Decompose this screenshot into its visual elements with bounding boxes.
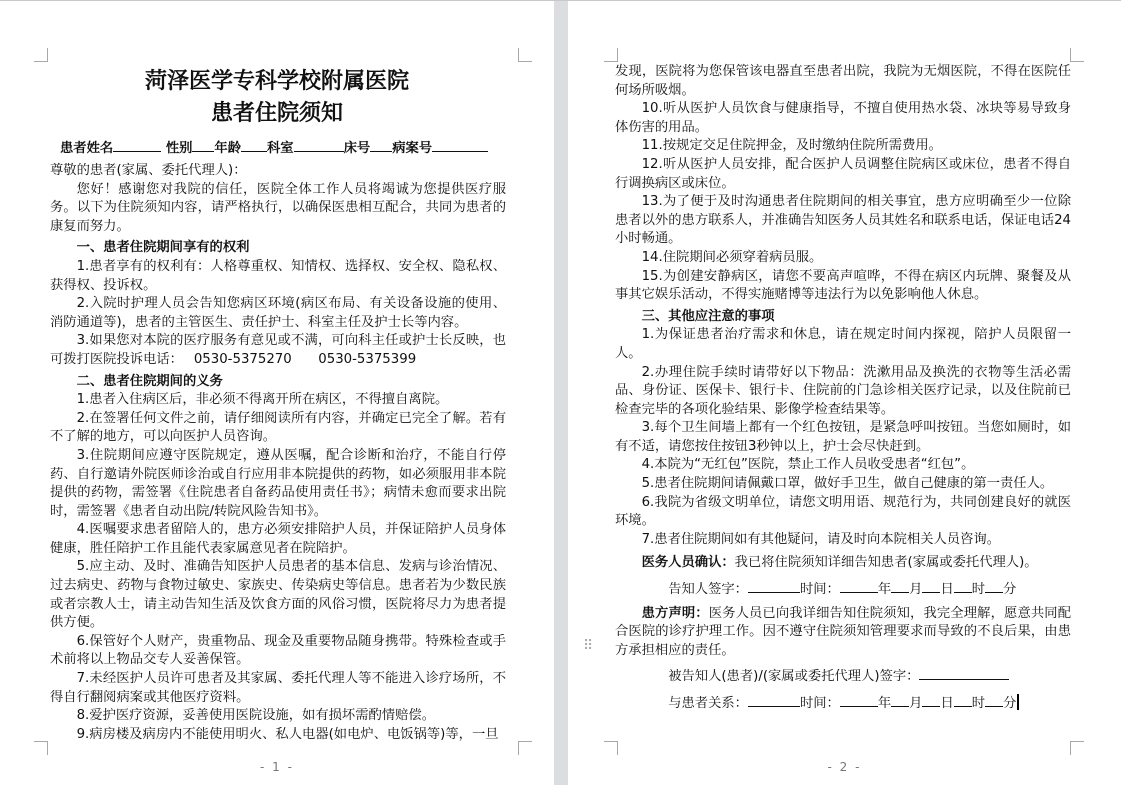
crop-mark bbox=[604, 48, 618, 62]
field-label-dept: 科室 bbox=[267, 141, 294, 156]
page-1[interactable] bbox=[0, 1, 554, 785]
gender-blank[interactable] bbox=[192, 137, 214, 152]
list-item: 6.我院为省级文明单位，请您文明用语、规范行为，共同创建良好的就医环境。 bbox=[615, 494, 1071, 529]
hour-label: 时 bbox=[971, 696, 986, 711]
crop-mark bbox=[604, 741, 618, 755]
section-3-items bbox=[615, 326, 1071, 549]
list-item: 14.住院期间必须穿着病员服。 bbox=[641, 249, 823, 265]
record-blank[interactable] bbox=[432, 137, 488, 152]
relation-blank[interactable] bbox=[748, 692, 800, 707]
section-2-items-continued bbox=[615, 100, 1071, 305]
text-cursor bbox=[1017, 694, 1019, 710]
crop-mark bbox=[518, 48, 532, 62]
list-item: 3.如果您对本院的医疗服务有意见或不满，可向科主任或护士长反映，也可拨打医院投诉电话： 0530-5375270 0530-5375399 bbox=[50, 333, 506, 367]
list-item: 2.办理住院手续时请带好以下物品：洗漱用品及换洗的衣物等生活必需品、身份证、医保卡、银行卡、住院前的门急诊相关医疗记录，以及住院前已检查完毕的各项化验结果、影像学检查结果等。 bbox=[615, 364, 1071, 417]
item-9-continuation: 发现，医院将为您保管该电器直至患者出院，我院为无烟医院，不得在医院任何场所吸烟。 bbox=[615, 64, 1071, 98]
month-blank[interactable] bbox=[891, 692, 909, 707]
section-2-items bbox=[50, 391, 506, 744]
page-2[interactable] bbox=[568, 1, 1121, 785]
informed-signature-row bbox=[615, 665, 1071, 687]
dept-blank[interactable] bbox=[294, 137, 344, 152]
list-item: 7.患者住院期间如有其他疑问，请及时向本院相关人员咨询。 bbox=[641, 531, 1000, 547]
list-item: 2.入院时护理人员会告知您病区环境(病区布局、有关设备设施的使用、消防通道等)，患者的主管医生、责任护士、科室主任及护士长等内容。 bbox=[50, 296, 506, 330]
informer-sign-blank[interactable] bbox=[748, 578, 800, 593]
month-label: 月 bbox=[909, 696, 923, 711]
patient-statement-text: 医务人员已向我详细告知住院须知，我完全理解，愿意共同配合医院的诊疗护理工作。因不遵守住院须知管理要求而导致的不良后果，由患方承担相应的责任。 bbox=[615, 605, 1072, 658]
list-item: 11.按规定交足住院押金，及时缴纳住院所需费用。 bbox=[641, 138, 942, 154]
list-item: 8.爱护医疗资源，妥善使用医院设施，如有损坏需酌情赔偿。 bbox=[76, 708, 435, 724]
field-label-gender: 性别 bbox=[165, 141, 193, 156]
list-item: 6.保管好个人财产，贵重物品、现金及重要物品随身携带。特殊检查或手术前将以上物品交专人妥善保管。 bbox=[50, 633, 506, 668]
informed-sign-label: 被告知人(患者)/(家属或委托代理人)签字： bbox=[668, 669, 920, 685]
list-item: 1.为保证患者治疗需求和休息，请在规定时间内探视，陪护人员限留一人。 bbox=[615, 327, 1071, 361]
drag-handle-icon[interactable]: ⠿ bbox=[583, 638, 594, 654]
name-blank[interactable] bbox=[113, 137, 161, 152]
list-item: 1.患者享有的权利有：人格尊重权、知情权、选择权、安全权、隐私权、获得权、投诉权。 bbox=[50, 258, 506, 293]
staff-confirm-label: 医务人员确认： bbox=[641, 555, 735, 571]
staff-confirm-text: 我已将住院须知详细告知患者(家属或委托代理人)。 bbox=[734, 555, 1038, 571]
field-label-bed: 床号 bbox=[343, 141, 371, 156]
page-1-body[interactable] bbox=[50, 162, 506, 744]
list-item: 2.在签署任何文件之前，请仔细阅读所有内容，并确定已完全了解。若有不了解的地方，可以向医护人员咨询。 bbox=[50, 410, 506, 445]
list-item: 5.应主动、及时、准确告知医护人员患者的基本信息、发病与诊治情况、过去病史、药物与食物过敏史、家族史、传染病史等信息。患者若为少数民族或者宗教人士，请主动告知生活及饮食方面的风俗习惯，医院将尽力为患者提供方便。 bbox=[50, 559, 506, 631]
staff-confirmation bbox=[615, 554, 1071, 573]
month-label: 月 bbox=[909, 582, 923, 598]
patient-info-fields bbox=[60, 137, 488, 158]
day-blank[interactable] bbox=[922, 578, 940, 593]
informer-signature-row bbox=[615, 578, 1071, 600]
list-item: 9.病房楼及病房内不能使用明火、私人电器(如电炉、电饭锅等)等，一旦 bbox=[76, 726, 499, 742]
page-number: - 2 - bbox=[827, 760, 862, 774]
bed-blank[interactable] bbox=[370, 137, 392, 152]
document-title: 患者住院须知 bbox=[210, 100, 343, 126]
day-label: 日 bbox=[940, 696, 954, 711]
list-item: 15.为创建安静病区，请您不要高声喧哗，不得在病区内玩牌、聚餐及从事其它娱乐活动，不得实施赌博等违法行为以免影响他人休息。 bbox=[615, 268, 1071, 303]
field-label-name: 患者姓名 bbox=[60, 141, 114, 156]
section-1-heading: 一、患者住院期间享有的权利 bbox=[76, 240, 250, 256]
minute-label: 分 bbox=[1003, 696, 1017, 711]
minute-blank[interactable] bbox=[985, 692, 1003, 707]
minute-label: 分 bbox=[1003, 582, 1017, 598]
list-item: 3.住院期间应遵守医院规定，遵从医嘱，配合诊断和治疗，不能自行停药、自行邀请外院医师诊治或自行应用非本院提供的药物，如必须服用非本院提供的药物，需签署《住院患者自备药品使用责任书》；病情未愈而要求出院时，需签署《患者自动出院/转院风险告知书》。 bbox=[50, 447, 506, 519]
crop-mark bbox=[1070, 741, 1084, 755]
field-label-record: 病案号 bbox=[392, 141, 433, 156]
list-item: 13.为了便于及时沟通患者住院期间的相关事宜，患方应明确至少一位除患者以外的患方联系人，并准确告知医务人员其姓名和联系电话，保证电话24小时畅通。 bbox=[615, 194, 1071, 247]
year-blank[interactable] bbox=[840, 692, 878, 707]
list-item: 10.听从医护人员饮食与健康指导，不擅自使用热水袋、冰块等易导致身体伤害的用品。 bbox=[615, 101, 1071, 135]
year-label: 年 bbox=[877, 582, 892, 598]
section-2-heading: 二、患者住院期间的义务 bbox=[76, 373, 223, 389]
year-label: 年 bbox=[877, 696, 892, 711]
age-blank[interactable] bbox=[241, 137, 267, 152]
day-label: 日 bbox=[940, 582, 954, 598]
list-item: 3.每个卫生间墙上都有一个红色按钮，是紧急呼叫按钮。当您如厕时，如有不适，请您按住按钮3秒钟以上，护士会尽快赶到。 bbox=[615, 420, 1071, 454]
time-label: 时间： bbox=[799, 696, 840, 711]
list-item: 12.听从医护人员安排，配合医护人员调整住院病区或床位，患者不得自行调换病区或床位。 bbox=[615, 156, 1071, 191]
relation-row bbox=[615, 692, 1071, 714]
day-blank[interactable] bbox=[922, 692, 940, 707]
hour-label: 时 bbox=[971, 582, 986, 598]
year-blank[interactable] bbox=[840, 578, 878, 593]
list-item: 4.本院为“无红包”医院，禁止工作人员收受患者“红包”。 bbox=[641, 457, 975, 473]
intro-paragraph: 您好！感谢您对我院的信任，医院全体工作人员将竭诚为您提供医疗服务。以下为住院须知内容，请严格执行，以确保医患相互配合，共同为患者的康复而努力。 bbox=[50, 181, 506, 234]
relation-label: 与患者关系： bbox=[668, 696, 748, 711]
list-item: 7.未经医护人员许可患者及其家属、委托代理人等不能进入诊疗场所，不得自行翻阅病案或其他医疗资料。 bbox=[50, 671, 506, 705]
page-2-body[interactable] bbox=[615, 63, 1071, 714]
hospital-title: 菏泽医学专科学校附属医院 bbox=[144, 68, 409, 94]
crop-mark bbox=[518, 741, 532, 755]
list-item: 1.患者入住病区后，非必须不得离开所在病区，不得擅自离院。 bbox=[76, 392, 449, 408]
time-label: 时间： bbox=[799, 582, 840, 598]
section-1-items bbox=[50, 258, 506, 370]
hour-blank[interactable] bbox=[954, 578, 972, 593]
month-blank[interactable] bbox=[891, 578, 909, 593]
page-number: - 1 - bbox=[260, 760, 294, 774]
field-label-age: 年龄 bbox=[214, 141, 242, 156]
salutation: 尊敬的患者(家属、委托代理人)： bbox=[50, 163, 247, 178]
crop-mark bbox=[34, 741, 48, 755]
crop-mark bbox=[1070, 48, 1084, 62]
hour-blank[interactable] bbox=[954, 692, 972, 707]
list-item: 4.医嘱要求患者留陪人的，患方必须安排陪护人员，并保证陪护人员身体健康，胜任陪护工作且能代表家属意见者在院陪护。 bbox=[50, 522, 506, 556]
informed-sign-blank[interactable] bbox=[919, 665, 1009, 680]
patient-statement bbox=[615, 605, 1071, 661]
section-3-heading: 三、其他应注意的事项 bbox=[641, 308, 775, 324]
list-item: 5.患者住院期间请佩戴口罩，做好手卫生，做自己健康的第一责任人。 bbox=[641, 476, 1054, 492]
minute-blank[interactable] bbox=[985, 578, 1003, 593]
informer-sign-label: 告知人签字： bbox=[668, 582, 748, 598]
crop-mark bbox=[34, 48, 48, 62]
patient-statement-label: 患方声明： bbox=[641, 605, 709, 621]
